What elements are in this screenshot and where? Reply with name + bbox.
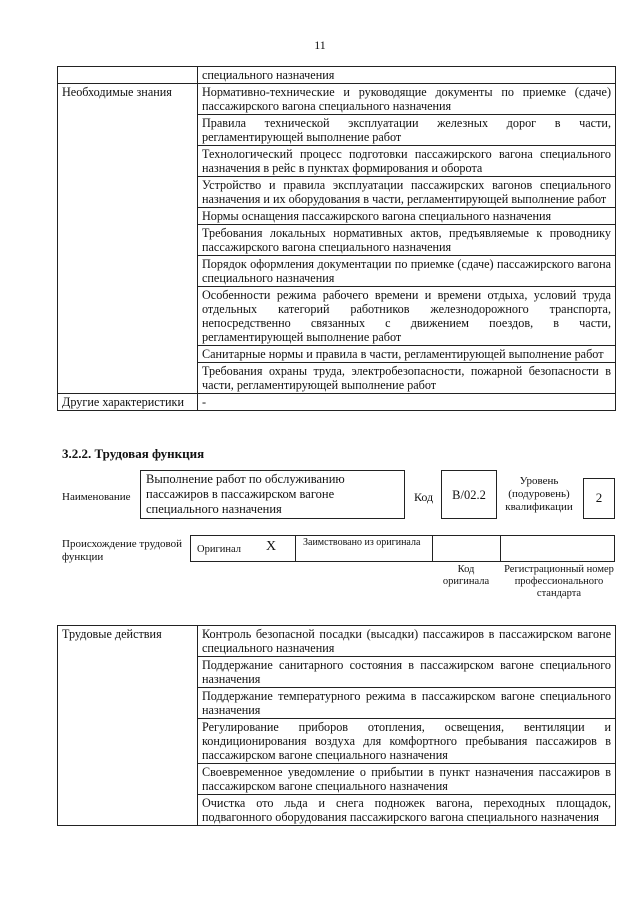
divider [295,535,296,562]
name-value: Выполнение работ по обслуживанию пассажиров в пассажирском вагоне специального назначения [146,472,345,516]
knowledge-item: Особенности режима рабочего времени и времени отдыха, условий труда отдельных категорий работников железнодорожного транспорта, непосредственно связанных с движением поездов, в части, регламентирующей выполнение работ [198,287,616,346]
code-caption: Код оригинала [442,564,490,587]
knowledge-item: Правила технической эксплуатации железных дорог в части, регламентирующей выполнение работ [198,115,616,146]
table-row [58,67,616,84]
knowledge-label: Необходимые знания [58,84,198,394]
continued-text: специального назначения [198,67,616,84]
empty-cell [58,67,198,84]
page-number: 11 [314,38,326,52]
knowledge-item: Требования локальных нормативных актов, предъявляемые к проводнику пассажирского вагона специального назначения [198,225,616,256]
action-item: Регулирование приборов отопления, освещения, вентиляции и кондиционирования воздуха для комфортного пребывания пассажиров в пассажирском вагоне специального назначения [198,719,616,764]
action-item: Поддержание санитарного состояния в пассажирском вагоне специального назначения [198,657,616,688]
table-row [58,394,616,411]
name-label: Наименование [62,491,131,503]
knowledge-item: Технологический процесс подготовки пассажирского вагона специального назначения в рейс в пунктах формирования и оборота [198,146,616,177]
action-item: Очистка ото льда и снега подножек вагона, переходных площадок, подвагонного оборудования пассажирского вагона специального назначения [198,795,616,826]
divider [500,535,501,562]
other-value: - [198,394,616,411]
knowledge-table [57,66,616,411]
level-label: Уровень (подуровень) квалификации [505,475,573,513]
origin-label: Происхождение трудовой функции [62,538,183,563]
borrowed-label: Заимствовано из оригинала [303,537,421,548]
other-label: Другие характеристики [58,394,198,411]
actions-label: Трудовые действия [58,626,198,826]
original-label: Оригинал [197,544,241,555]
action-item: Своевременное уведомление о прибытии в пункт назначения пассажиров в пассажирском вагоне специального назначения [198,764,616,795]
divider [432,535,433,562]
table-row [58,626,616,657]
code-label: Код [414,490,434,504]
knowledge-item: Порядок оформления документации по приемке (сдаче) пассажирского вагона специального назначения [198,256,616,287]
original-mark: Х [266,539,277,554]
knowledge-item: Нормы оснащения пассажирского вагона специального назначения [198,208,616,225]
reg-caption: Регистрационный номер профессионального стандарта [504,564,614,599]
knowledge-item: Требования охраны труда, электробезопасности, пожарной безопасности в части, регламентирующей выполнение работ [198,363,616,394]
action-item: Поддержание температурного режима в пассажирском вагоне специального назначения [198,688,616,719]
knowledge-item: Санитарные нормы и правила в части, регламентирующей выполнение работ [198,346,616,363]
section-heading: 3.2.2. Трудовая функция [62,446,205,461]
level-value: 2 [595,490,603,505]
code-value: В/02.2 [452,488,486,502]
knowledge-item: Нормативно-технические и руководящие документы по приемке (сдаче) пассажирского вагона специального назначения [198,84,616,115]
action-item: Контроль безопасной посадки (высадки) пассажиров в пассажирском вагоне специального назначения [198,626,616,657]
actions-table [57,625,616,826]
knowledge-item: Устройство и правила эксплуатации пассажирских вагонов специального назначения и их оборудования в части, регламентирующей выполнение работ [198,177,616,208]
table-row [58,84,616,115]
